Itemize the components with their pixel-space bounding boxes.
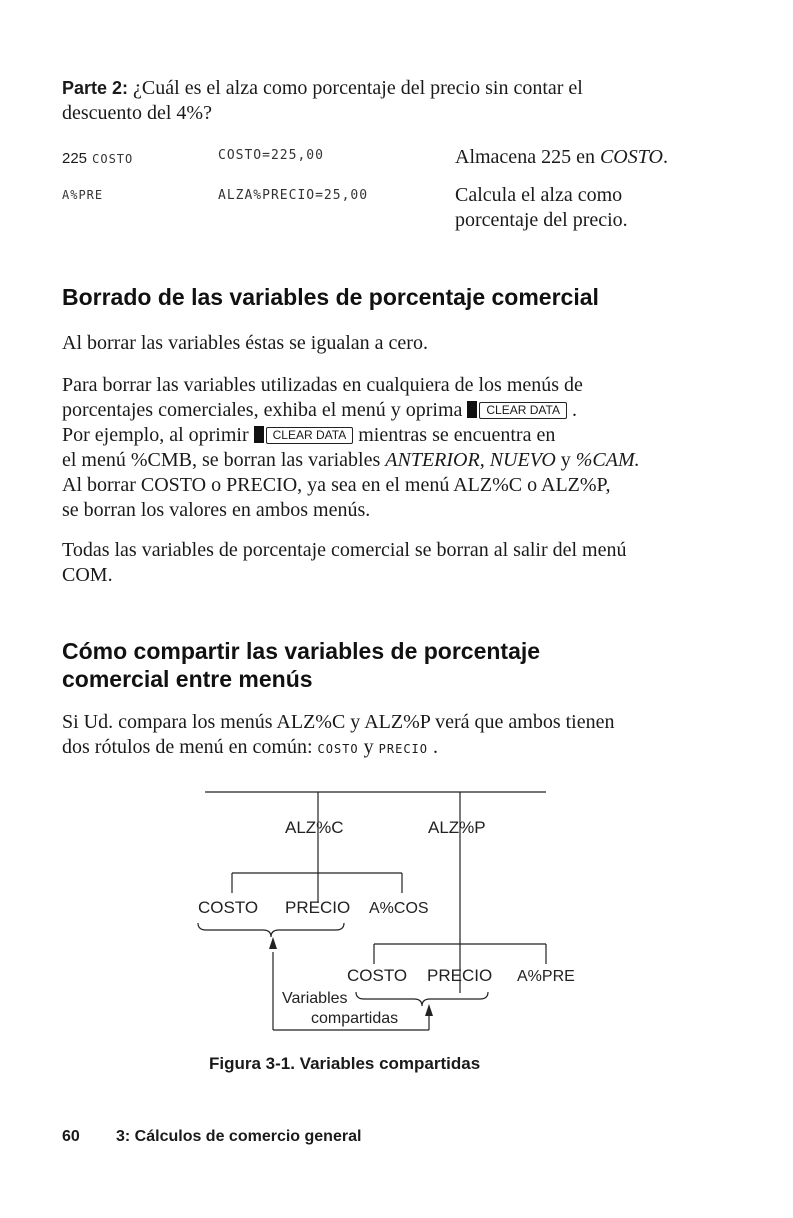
section1-p2-line3-post: mientras se encuentra en: [358, 424, 556, 446]
step2-display: ALZA%PRECIO=25,00: [218, 188, 369, 203]
right-brace-icon: [356, 992, 488, 1006]
section1-p3-line1: Todas las variables de porcentaje comercial se borran al salir del menú: [62, 539, 627, 561]
menu2-item-costo: COSTO: [347, 966, 408, 985]
menu1-item-acos: A%COS: [369, 900, 429, 917]
step1-number: 225: [62, 150, 88, 167]
menu-alz-c: ALZ%C: [285, 818, 344, 837]
clear-data-key: CLEAR DATA: [479, 402, 567, 419]
menu1-item-precio: PRECIO: [285, 898, 351, 917]
section1-p2-line4-mid: y: [555, 449, 576, 471]
shared-label-line2: compartidas: [311, 1010, 399, 1027]
section1-p2-line3-pre: Por ejemplo, al oprimir: [62, 424, 249, 446]
step2-desc-line1: Calcula el alza como: [455, 184, 623, 206]
step1-menu-key: COSTO: [92, 152, 134, 166]
arrow-up-icon: [425, 1004, 433, 1016]
part2-question-line2: descuento del 4%?: [62, 102, 212, 124]
step1-desc-italic: COSTO: [599, 146, 663, 168]
section1-p2-line4-pre: el menú %CMB, se borran las variables: [62, 449, 386, 471]
section1-p2-line6: se borran los valores en ambos menús.: [62, 499, 371, 521]
step2-menu-key: A%PRE: [62, 188, 104, 202]
part2-label: Parte 2:: [62, 78, 129, 98]
step2-desc-line2: porcentaje del precio.: [455, 209, 628, 231]
section1-p2-line1: Para borrar las variables utilizadas en cualquiera de los menús de: [62, 374, 583, 396]
page-number: 60: [62, 1128, 80, 1145]
menu2-item-apre: A%PRE: [517, 968, 575, 985]
section1-p1: Al borrar las variables éstas se igualan a cero.: [62, 332, 428, 354]
section2-p1-end: .: [433, 736, 439, 758]
section2-p1-line1: Si Ud. compara los menús ALZ%C y ALZ%P verá que ambos tienen: [62, 711, 615, 733]
section1-p2-line2-text: porcentajes comerciales, exhiba el menú y oprima: [62, 399, 463, 421]
menu-alz-p: ALZ%P: [428, 818, 486, 837]
section1-p3-line2: COM.: [62, 564, 113, 586]
left-brace-icon: [198, 923, 344, 937]
section2-title-line1: Cómo compartir las variables de porcentaje: [62, 638, 541, 664]
clear-data-key: CLEAR DATA: [266, 427, 354, 444]
section1-title: Borrado de las variables de porcentaje comercial: [62, 284, 599, 310]
section2-title-line2: comercial entre menús: [62, 666, 313, 692]
section1-p2-line4-italic2: %CAM.: [575, 449, 640, 471]
section1-p2-line2: porcentajes comerciales, exhiba el menú y oprima CLEAR DATA .: [62, 399, 577, 421]
step1-desc-text: Almacena 225 en: [455, 146, 600, 168]
menu1-item-costo: COSTO: [198, 898, 259, 917]
precio-menu-label: PRECIO: [378, 742, 429, 756]
footer-chapter: 3: Cálculos de comercio general: [116, 1128, 362, 1145]
arrow-up-icon: [269, 937, 277, 949]
section1-p2-line5: Al borrar COSTO o PRECIO, ya sea en el menú ALZ%C o ALZ%P,: [62, 474, 611, 496]
part2-question-line1: ¿Cuál es el alza como porcentaje del precio sin contar el: [133, 77, 583, 99]
step1-desc-end: .: [662, 146, 668, 168]
step1-display: COSTO=225,00: [218, 148, 324, 163]
shared-label-line1: Variables: [282, 990, 348, 1007]
menu2-item-precio: PRECIO: [427, 966, 493, 985]
figure-caption: Figura 3-1. Variables compartidas: [209, 1054, 481, 1073]
section2-p1-conj: y: [363, 736, 374, 758]
section2-p1-line2-text: dos rótulos de menú en común:: [62, 736, 313, 758]
costo-menu-label: COSTO: [317, 742, 359, 756]
section1-p2-line4-italic: ANTERIOR, NUEVO: [385, 449, 556, 471]
